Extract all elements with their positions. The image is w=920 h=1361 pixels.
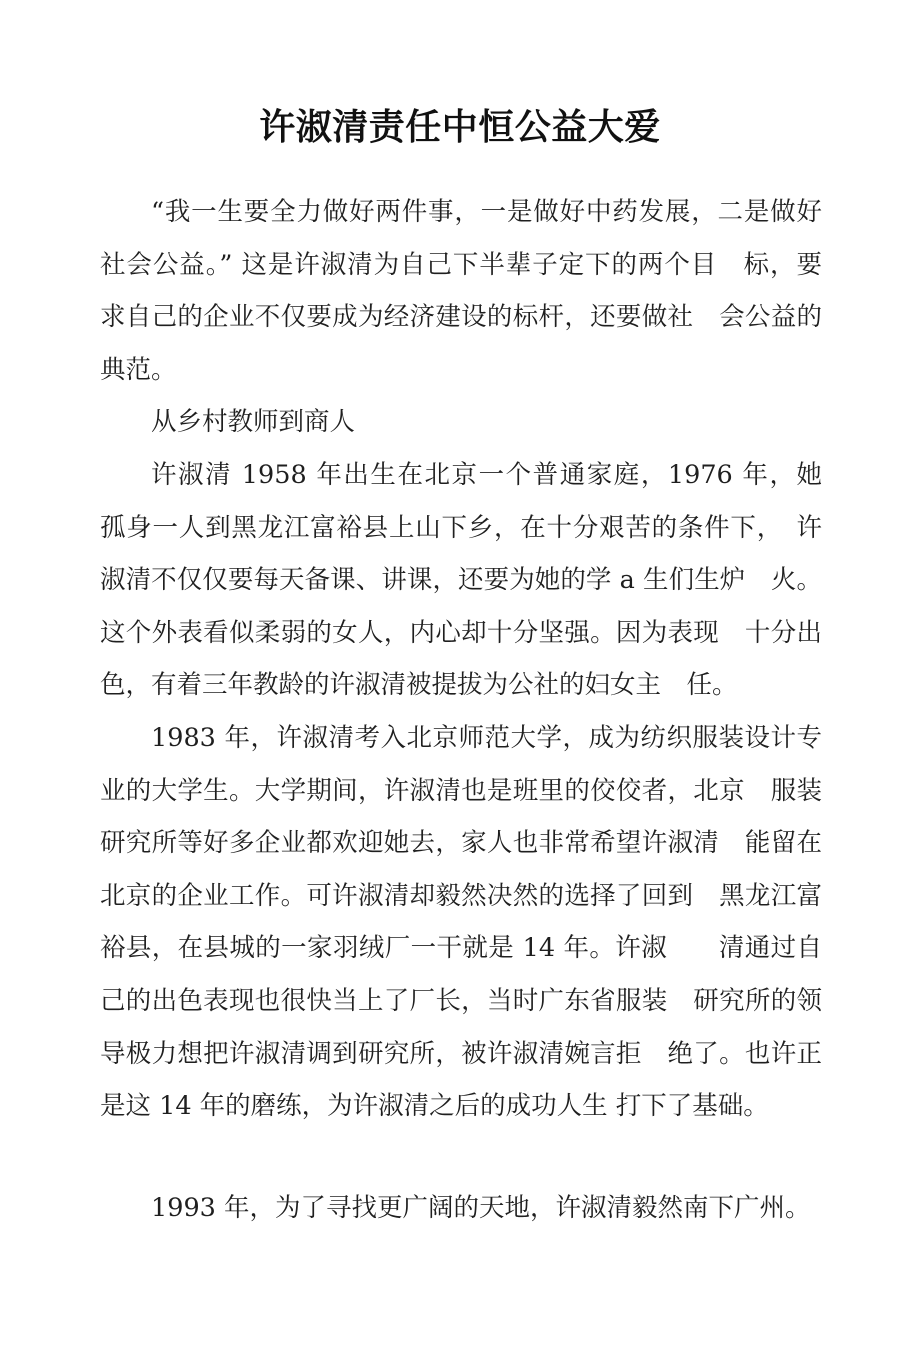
subheading-teacher-to-merchant: 从乡村教师到商人: [151, 407, 356, 438]
document-body: [100, 186, 848, 1234]
paragraph-early-life: 许淑清 1958 年出生在北京一个普通家庭，1976 年，她 孤身一人到黑龙江富裕县上山下乡，在十分艰苦的条件下， 许淑清不仅仅要每天备课、讲课，还要为她的学 a 生们生炉 火。这个外表看似柔弱的女人，内心却十分坚强。因为表现 十分出色，有着三年教龄的许淑清被提拔为公社的妇女主 任。: [100, 459, 848, 701]
paragraph-university-and-factory: 1983 年，许淑清考入北京师范大学，成为纺织服装设计专业的大学生。大学期间，许淑清也是班里的佼佼者，北京 服装研究所等好多企业都欢迎她去，家人也非常希望许淑清 能留在北京的企业工作。可许淑清却毅然决然的选择了回到 黑龙江富裕县，在县城的一家羽绒厂一干就是 14 年。许淑 清通过自己的出色表现也很快当上了厂长，当时广东省服装 研究所的领导极力想把许淑清调到研究所，被许淑清婉言拒 绝了。也许正是这 14 年的磨练，为许淑清之后的成功人生 打下了基础。: [100, 722, 822, 1122]
paragraph-move-to-guangzhou: 1993 年，为了寻找更广阔的天地，许淑清毅然南下广州。: [151, 1192, 811, 1223]
paragraph-quote-goals: “我一生要全力做好两件事，一是做好中药发展，二是做好社会公益。” 这是许淑清为自己下半辈子定下的两个目 标，要求自己的企业不仅要成为经济建设的标杆，还要做社 会公益的典范。: [100, 197, 822, 385]
page-title: 许淑清责任中恒公益大爱: [259, 107, 661, 149]
